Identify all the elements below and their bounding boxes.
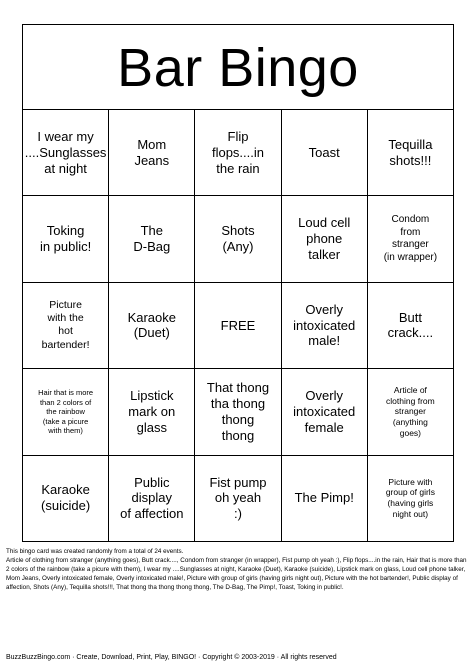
bingo-cell-text: Fist pump oh yeah :): [209, 474, 267, 522]
bingo-cell-r3c4: [282, 283, 368, 369]
bingo-cell-r5c4: [282, 456, 368, 542]
bingo-cell-r4c3: [195, 369, 281, 455]
bingo-grid: [22, 109, 454, 542]
bingo-cell-text: Loud cell phone talker: [298, 215, 351, 263]
created-note: This bingo card was created randomly from a total of 24 events.: [6, 548, 184, 555]
bingo-cell-r4c2: [109, 369, 195, 455]
bingo-cell-r4c5: [368, 369, 454, 455]
bingo-cell-text: Tequilla shots!!!: [388, 136, 433, 168]
bingo-cell-text: That thong tha thong thong thong: [206, 380, 270, 443]
bingo-cell-text: Butt crack....: [387, 309, 434, 341]
site-credit: BuzzBuzzBingo.com · Create, Download, Print, Play, BINGO! · Copyright © 2003-2019 · All rights reserved: [6, 654, 337, 661]
bingo-cell-r1c3: [195, 110, 281, 196]
bingo-cell-r1c2: [109, 110, 195, 196]
bingo-cell-r3c3: [195, 283, 281, 369]
bingo-cell-text: Shots (Any): [221, 223, 255, 255]
bingo-cell-text: The D-Bag: [133, 223, 171, 255]
bingo-cell-r5c3: [195, 456, 281, 542]
bingo-cell-r5c1: [23, 456, 109, 542]
bingo-cell-r5c5: [368, 456, 454, 542]
bingo-cell-r1c5: [368, 110, 454, 196]
bingo-cell-text: I wear my ....Sunglasses at night: [24, 128, 107, 176]
bingo-cell-r3c1: [23, 283, 109, 369]
bingo-cell-text: Overly intoxicated female: [293, 388, 356, 435]
bingo-cell-text: Karaoke (Duet): [127, 309, 176, 341]
bingo-cell-text: Mom Jeans: [134, 136, 170, 168]
bingo-cell-r2c5: [368, 196, 454, 282]
bingo-cell-r2c3: [195, 196, 281, 282]
bingo-cell-text: FREE: [220, 317, 256, 333]
bingo-cell-text: The Pimp!: [294, 490, 354, 506]
bingo-cell-text: Lipstick mark on glass: [128, 388, 176, 435]
bingo-cell-text: Article of clothing from stranger (anything goes): [386, 384, 435, 439]
bingo-cell-text: Condom from stranger (in wrapper): [383, 214, 438, 263]
bingo-cell-text: Toking in public!: [39, 223, 92, 255]
bingo-title: Bar Bingo: [117, 38, 359, 98]
bingo-cell-r2c2: [109, 196, 195, 282]
bingo-cell-r2c1: [23, 196, 109, 282]
bingo-cell-r4c1: [23, 369, 109, 455]
bingo-cell-r3c2: [109, 283, 195, 369]
bingo-cell-text: Karaoke (suicide): [41, 482, 91, 514]
bingo-cell-text: Hair that is more than 2 colors of the rainbow (take a picure with them): [38, 388, 94, 435]
bingo-cell-text: Flip flops....in the rain: [211, 128, 264, 176]
bingo-cell-r3c5: [368, 283, 454, 369]
bingo-cell-r2c4: [282, 196, 368, 282]
event-list: Article of clothing from stranger (anything goes), Butt crack...., Condom from stranger (in wrapper), Fist pump oh yeah :), Flip flops....in the rain, Hair that is more than 2 colors of the rainbow (take a picure with them), I wear my ....Sunglasses at night, Karaoke (Duet), Karaoke (suicide), Lipstick mark on glass, Loud cell phone talker, Mom Jeans, Overly intoxicated female, Overly intoxicated male!, Picture with group of girls (having girls night out), Picture with the hot bartender!, Public display of affection, Shots (Any), Tequilla shots!!!, That thong tha thong thong thong, The D-Bag, The Pimp!, Toast, Toking in public!.: [6, 556, 467, 591]
bingo-cell-r4c4: [282, 369, 368, 455]
bingo-cell-text: Public display of affection: [120, 474, 184, 522]
bingo-cell-text: Picture with group of girls (having girls night out): [385, 476, 435, 520]
footer-notes: [6, 548, 470, 593]
bingo-cell-text: Overly intoxicated male!: [293, 301, 356, 349]
bingo-cell-r1c1: [23, 110, 109, 196]
bingo-title-box: [22, 24, 454, 110]
bingo-cell-text: Picture with the hot bartender!: [41, 298, 90, 351]
bingo-cell-r5c2: [109, 456, 195, 542]
bingo-cell-text: Toast: [308, 144, 340, 160]
bingo-cell-r1c4: [282, 110, 368, 196]
